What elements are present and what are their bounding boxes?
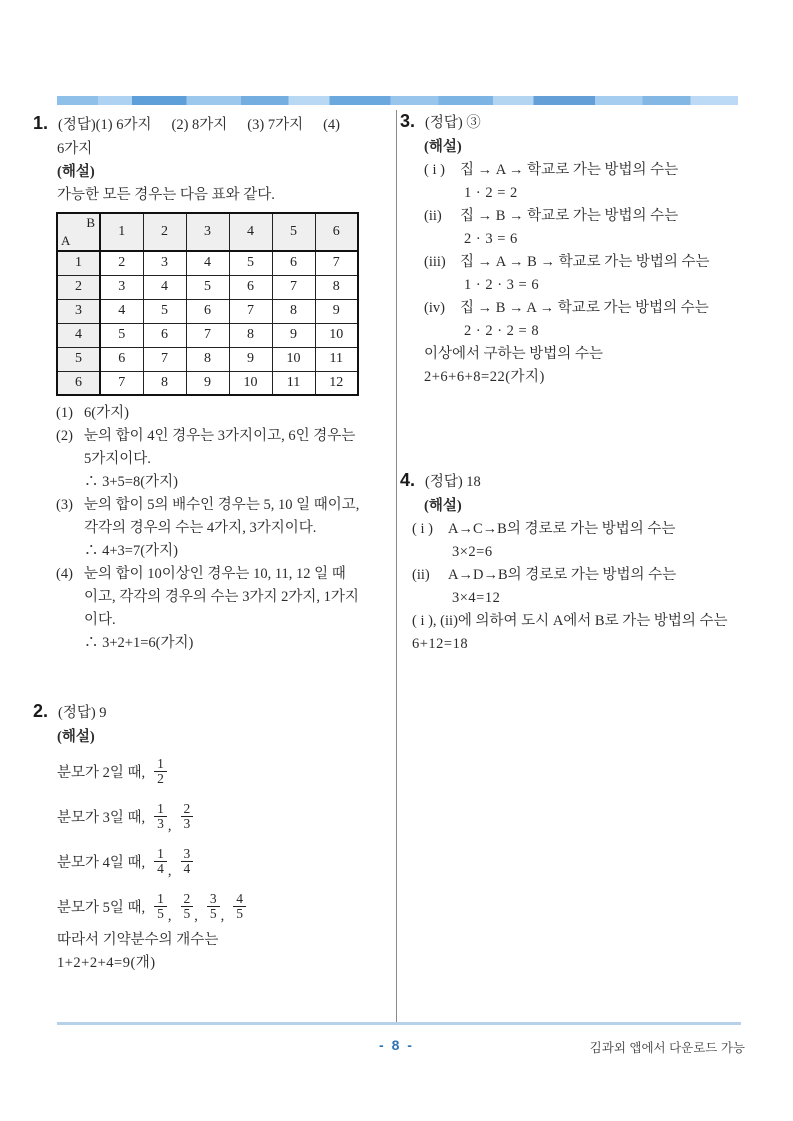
item-lines — [84, 425, 391, 494]
table-row — [57, 323, 358, 347]
table-cell: 3 — [100, 275, 143, 299]
table-cell: 4 — [143, 275, 186, 299]
table-cell: 8 — [315, 275, 358, 299]
table-cell: 10 — [315, 323, 358, 347]
problem-1-heading — [33, 110, 391, 138]
step-i — [424, 159, 762, 182]
table-cell: 8 — [229, 323, 272, 347]
item-label: (2) — [56, 428, 73, 444]
col-header: 6 — [315, 213, 358, 251]
row-header: 2 — [57, 275, 100, 299]
table-cell: 9 — [186, 371, 229, 395]
table-cell: 9 — [229, 347, 272, 371]
table-cell: 7 — [100, 371, 143, 395]
denominator: 3 — [154, 816, 167, 831]
step-equation: 3×2=6 — [452, 544, 493, 560]
spacer — [33, 655, 391, 698]
solution-line: 이고, 각각의 경우의 수는 3가지 2가지, 1가지 — [84, 589, 359, 605]
numerator: 3 — [183, 845, 191, 861]
step-equation: 1 · 2 = 2 — [464, 185, 518, 201]
denominator: 5 — [181, 906, 194, 921]
numerator: 2 — [183, 800, 191, 816]
problem-4-number: 4. — [400, 470, 416, 490]
problem-3-closing-text: 이상에서 구하는 방법의 수는 — [424, 346, 603, 362]
step-equation: 2 · 2 · 2 = 8 — [464, 323, 540, 339]
step-label: (iii) — [424, 254, 446, 270]
denominator: 3 — [181, 816, 194, 831]
table-cell: 7 — [315, 251, 358, 275]
denominator: 2 — [154, 771, 167, 786]
fraction — [154, 892, 167, 921]
problem-2-heading — [33, 698, 391, 726]
problem-1-answer — [58, 112, 340, 138]
step-label: (iv) — [424, 300, 445, 316]
table-cell: 5 — [229, 251, 272, 275]
dice-sum-table — [56, 212, 359, 396]
numerator: 4 — [236, 890, 244, 906]
table-cell: 6 — [186, 299, 229, 323]
fraction-line-3 — [57, 839, 391, 884]
step-label: ( i ) — [424, 162, 445, 178]
problem-2-closing-eq: 1+2+2+4=9(개) — [57, 955, 156, 971]
fraction-line-1 — [57, 749, 391, 794]
fraction — [181, 892, 194, 921]
numerator: 1 — [157, 800, 164, 816]
fraction-line-4 — [57, 884, 391, 929]
denominator: 4 — [154, 861, 167, 876]
fraction-line-2 — [57, 794, 391, 839]
footer-divider-line — [57, 1022, 741, 1025]
table-cell: 5 — [100, 323, 143, 347]
table-cell: 9 — [272, 323, 315, 347]
fraction — [154, 757, 167, 786]
left-column — [33, 110, 391, 975]
corner-label-a: A — [61, 233, 71, 248]
solution-line: ∴ 4+3=7(가지) — [84, 543, 178, 559]
table-cell: 5 — [186, 275, 229, 299]
problem-4-explain-label: (해설) — [424, 498, 462, 514]
step-i — [412, 518, 762, 541]
solution-line: ∴ 3+2+1=6(가지) — [84, 635, 194, 651]
problem-2-number: 2. — [33, 701, 49, 721]
table-cell: 8 — [186, 347, 229, 371]
table-cell: 10 — [272, 347, 315, 371]
item-3 — [33, 494, 391, 563]
step-equation: 3×4=12 — [452, 590, 501, 606]
page-number: - 8 - — [379, 1037, 414, 1053]
step-text: A→C→B의 경로로 가는 방법의 수는 — [448, 521, 676, 537]
table-cell: 7 — [272, 275, 315, 299]
step-label: ( i ) — [412, 521, 433, 537]
step-equation: 1 · 2 · 3 = 6 — [464, 277, 540, 293]
table-corner-cell — [57, 213, 100, 251]
table-cell: 12 — [315, 371, 358, 395]
numerator: 1 — [157, 755, 164, 771]
fraction — [233, 892, 246, 921]
col-header: 3 — [186, 213, 229, 251]
item-label: (4) — [56, 566, 73, 582]
problem-3-number: 3. — [400, 111, 416, 131]
table-cell: 8 — [143, 371, 186, 395]
table-cell: 3 — [143, 251, 186, 275]
step-iv — [424, 297, 762, 320]
col-header: 2 — [143, 213, 186, 251]
fraction — [207, 892, 220, 921]
table-cell: 7 — [229, 299, 272, 323]
fraction-prefix: 분모가 3일 때, — [57, 810, 146, 826]
table-row — [57, 251, 358, 275]
column-divider — [396, 110, 397, 1023]
table-cell: 6 — [229, 275, 272, 299]
problem-1-answer-cont: 6가지 — [57, 141, 93, 157]
problem-2-closing-text: 따라서 기약분수의 개수는 — [57, 932, 219, 948]
answer-part: (2) 8가지 — [171, 117, 228, 133]
step-text: 집 → B → 학교로 가는 방법의 수는 — [460, 208, 679, 224]
item-lines — [84, 563, 391, 655]
row-header: 6 — [57, 371, 100, 395]
problem-3-closing-eq: 2+6+6+8=22(가지) — [424, 369, 545, 385]
step-label: (ii) — [412, 567, 430, 583]
table-row — [57, 275, 358, 299]
item-4 — [33, 563, 391, 655]
table-cell: 7 — [186, 323, 229, 347]
problem-3-answer: (정답) ③ — [425, 115, 481, 131]
problem-2-answer: (정답) 9 — [58, 705, 107, 721]
table-cell: 4 — [100, 299, 143, 323]
numerator: 1 — [157, 890, 164, 906]
step-text: 집 → A → B → 학교로 가는 방법의 수는 — [460, 254, 710, 270]
fraction — [154, 802, 167, 831]
decorative-banner — [57, 96, 738, 105]
denominator: 5 — [154, 906, 167, 921]
problem-1-items — [33, 402, 391, 655]
table-cell: 7 — [143, 347, 186, 371]
fraction-prefix: 분모가 2일 때, — [57, 765, 146, 781]
step-ii — [424, 205, 762, 228]
problem-4-heading — [400, 467, 762, 495]
table-header-row — [57, 213, 358, 251]
fraction — [181, 802, 194, 831]
solution-line: 눈의 합이 4인 경우는 3가지이고, 6인 경우는 — [84, 428, 356, 444]
denominator: 4 — [181, 861, 194, 876]
row-header: 4 — [57, 323, 100, 347]
solution-line: ∴ 3+5=8(가지) — [84, 474, 178, 490]
problem-4-closing-eq: 6+12=18 — [412, 636, 469, 652]
fraction-prefix: 분모가 5일 때, — [57, 900, 146, 916]
row-header: 5 — [57, 347, 100, 371]
problem-3-explain-label: (해설) — [424, 139, 462, 155]
table-cell: 11 — [315, 347, 358, 371]
table-cell: 2 — [100, 251, 143, 275]
step-label: (ii) — [424, 208, 442, 224]
table-cell: 10 — [229, 371, 272, 395]
table-cell: 6 — [272, 251, 315, 275]
step-text: A→D→B의 경로로 가는 방법의 수는 — [448, 567, 677, 583]
step-iii — [424, 251, 762, 274]
col-header: 5 — [272, 213, 315, 251]
fraction — [154, 847, 167, 876]
corner-label-b: B — [86, 215, 95, 230]
row-header: 1 — [57, 251, 100, 275]
problem-1-explain-label: (해설) — [57, 164, 95, 180]
item-2 — [33, 425, 391, 494]
answer-part: (3) 7가지 — [247, 117, 304, 133]
table-row — [57, 371, 358, 395]
table-row — [57, 347, 358, 371]
table-cell: 4 — [186, 251, 229, 275]
item-lines — [84, 494, 391, 563]
comma: , — [220, 908, 225, 924]
numerator: 3 — [209, 890, 217, 906]
solution-line: 5가지이다. — [84, 451, 151, 467]
table-cell: 5 — [143, 299, 186, 323]
solution-line: 눈의 합이 5의 배수인 경우는 5, 10 일 때이고, — [84, 497, 360, 513]
comma: , — [167, 818, 172, 834]
row-header: 3 — [57, 299, 100, 323]
problem-4-answer: (정답) 18 — [425, 474, 481, 490]
col-header: 1 — [100, 213, 143, 251]
step-text: 집 → A → 학교로 가는 방법의 수는 — [460, 162, 679, 178]
table-row — [57, 299, 358, 323]
spacer — [400, 389, 762, 467]
solution-line: 각각의 경우의 수는 4가지, 3가지이다. — [84, 520, 317, 536]
footer-note: 김과외 앱에서 다운로드 가능 — [589, 1041, 745, 1055]
problem-1-intro: 가능한 모든 경우는 다음 표와 같다. — [57, 187, 275, 203]
answer-part: (정답)(1) 6가지 — [58, 117, 152, 133]
answer-part: (4) — [323, 117, 340, 133]
comma: , — [167, 908, 172, 924]
step-text: 집 → B → A → 학교로 가는 방법의 수는 — [460, 300, 709, 316]
problem-4-closing-text: ( i ), (ii)에 의하여 도시 A에서 B로 가는 방법의 수는 — [412, 613, 728, 629]
solution-line: 이다. — [84, 612, 116, 628]
col-header: 4 — [229, 213, 272, 251]
table-cell: 9 — [315, 299, 358, 323]
problem-3-heading — [400, 108, 762, 136]
numerator: 2 — [183, 890, 191, 906]
step-equation: 2 · 3 = 6 — [464, 231, 518, 247]
solution-line: 눈의 합이 10이상인 경우는 10, 11, 12 일 때 — [84, 566, 346, 582]
item-label: (1) — [56, 405, 73, 421]
table-cell: 8 — [272, 299, 315, 323]
solution-line: 6(가지) — [84, 405, 129, 421]
comma: , — [167, 863, 172, 879]
table-cell: 6 — [100, 347, 143, 371]
problem-1-number: 1. — [33, 113, 49, 133]
item-lines — [84, 402, 391, 425]
comma: , — [194, 908, 198, 924]
item-label: (3) — [56, 497, 73, 513]
problem-2-explain-label: (해설) — [57, 729, 95, 745]
step-ii — [412, 564, 762, 587]
item-1 — [33, 402, 391, 425]
right-column — [400, 108, 762, 656]
fraction — [181, 847, 194, 876]
denominator: 5 — [207, 906, 220, 921]
table-cell: 11 — [272, 371, 315, 395]
table-cell: 6 — [143, 323, 186, 347]
denominator: 5 — [233, 906, 246, 921]
fraction-prefix: 분모가 4일 때, — [57, 855, 146, 871]
numerator: 1 — [157, 845, 164, 861]
